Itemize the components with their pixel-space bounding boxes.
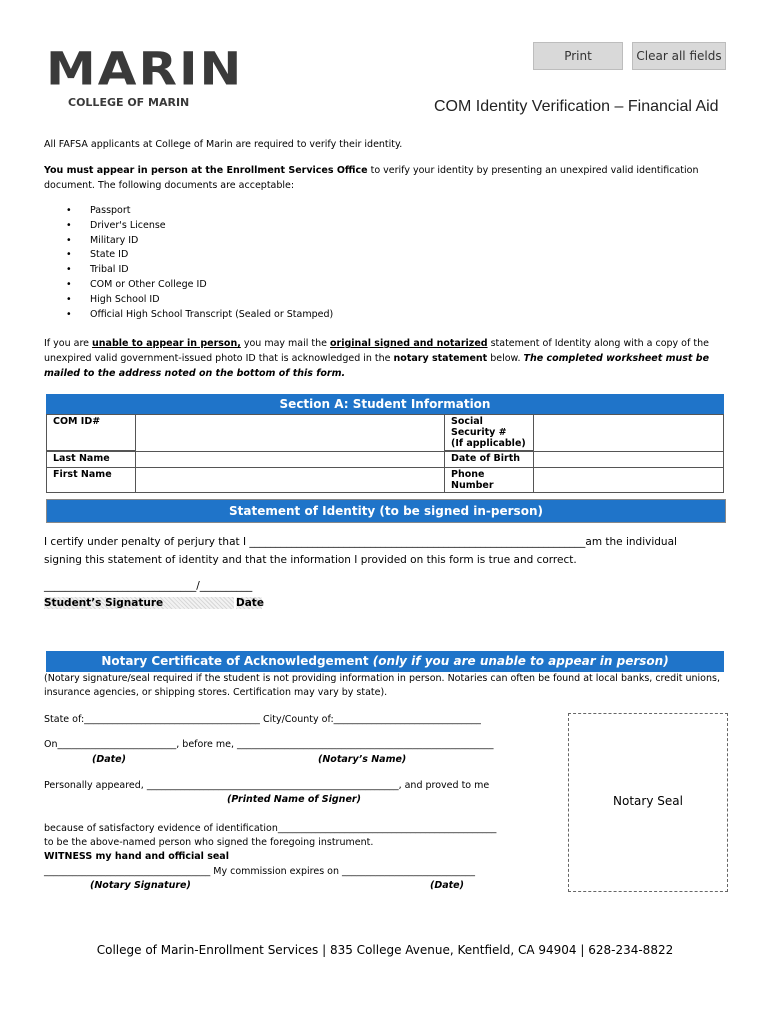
commission-line: ___________________________________ My commission expires on ____________________________ <box>44 866 476 877</box>
dob-label: Date of Birth <box>445 452 534 468</box>
on-date-line: On_________________________, before me, ______________________________________________________ <box>44 739 494 750</box>
page-title: COM Identity Verification – Financial Aid <box>434 98 719 115</box>
list-item: • Tribal ID <box>52 262 333 277</box>
state-county-line: State of:_____________________________________ City/County of:_______________________________ <box>44 714 481 725</box>
statement-header: Statement of Identity (to be signed in-person) <box>46 499 726 523</box>
notary-seal-label: Notary Seal <box>613 794 683 808</box>
first-name-field[interactable] <box>136 468 445 493</box>
print-button[interactable]: Print <box>533 42 623 70</box>
list-item: • High School ID <box>52 292 333 307</box>
notary-date-label: (Date) <box>430 880 464 891</box>
acceptable-documents-list <box>52 203 333 321</box>
clear-all-fields-button[interactable]: Clear all fields <box>632 42 726 70</box>
section-a-header: Section A: Student Information <box>46 394 724 415</box>
dob-field[interactable] <box>534 452 724 468</box>
phone-field[interactable] <box>534 468 724 493</box>
evidence-line: because of satisfactory evidence of identification______________________________________________ <box>44 823 497 834</box>
above-named-line: to be the above-named person who signed the foregoing instrument. <box>44 837 374 848</box>
last-name-field[interactable] <box>136 452 445 468</box>
college-logo-wordmark: MARIN <box>46 42 244 96</box>
date-field[interactable]: Date <box>236 597 264 609</box>
last-name-label: Last Name <box>47 452 136 468</box>
signature-line: _____________________________/__________ <box>44 580 253 592</box>
first-name-label: First Name <box>47 468 136 493</box>
date-label: (Date) <box>92 754 126 765</box>
certify-line: I certify under penalty of perjury that I ________________________________________________________________am the individual <box>44 536 677 548</box>
ssn-field[interactable] <box>534 415 724 452</box>
student-signature-field[interactable]: Student’s Signature <box>44 597 234 609</box>
list-item: • Official High School Transcript (Sealed or Stamped) <box>52 307 333 322</box>
list-item: • COM or Other College ID <box>52 277 333 292</box>
notary-header: Notary Certificate of Acknowledgement (only if you are unable to appear in person) <box>46 651 724 672</box>
list-item: • Military ID <box>52 233 333 248</box>
intro-line: All FAFSA applicants at College of Marin are required to verify their identity. <box>44 139 403 150</box>
list-item: • Passport <box>52 203 333 218</box>
college-logo-subtitle: COLLEGE OF MARIN <box>68 96 190 109</box>
com-id-field[interactable] <box>136 415 445 452</box>
printed-name-label: (Printed Name of Signer) <box>227 794 361 805</box>
notary-seal-box <box>568 713 728 892</box>
list-item: • State ID <box>52 247 333 262</box>
notary-name-label: (Notary’s Name) <box>318 754 407 765</box>
mail-instructions: If you are unable to appear in person, you may mail the original signed and notarized statement of Identity along with a copy of the unexpired valid government-issued photo ID that is acknowledged in the notary statement below. The completed worksheet must be mailed to the address noted on the bottom of this form. <box>44 338 710 379</box>
notary-signature-label: (Notary Signature) <box>90 880 191 891</box>
notary-note: (Notary signature/seal required if the student is not providing information in person. Notaries can often be found at local banks, credit unions, insurance agencies, or shipping stores. Certification may vary by state). <box>44 673 720 698</box>
phone-label: Phone Number <box>445 468 534 493</box>
ssn-label: Social Security # (If applicable) <box>445 415 534 451</box>
student-info-table <box>46 414 724 493</box>
com-id-label: COM ID# <box>47 415 136 451</box>
footer-address: College of Marin-Enrollment Services | 835 College Avenue, Kentfield, CA 94904 | 628-234-8822 <box>96 943 674 957</box>
witness-line: WITNESS my hand and official seal <box>44 851 229 862</box>
intro-instructions: You must appear in person at the Enrollment Services Office to verify your identity by presenting an unexpired valid identification document. The following documents are acceptable: <box>44 165 699 191</box>
certify-line-2: signing this statement of identity and that the information I provided on this form is true and correct. <box>44 554 577 566</box>
list-item: • Driver's License <box>52 218 333 233</box>
personally-appeared-line: Personally appeared, _____________________________________________________, and proved to me <box>44 780 490 791</box>
